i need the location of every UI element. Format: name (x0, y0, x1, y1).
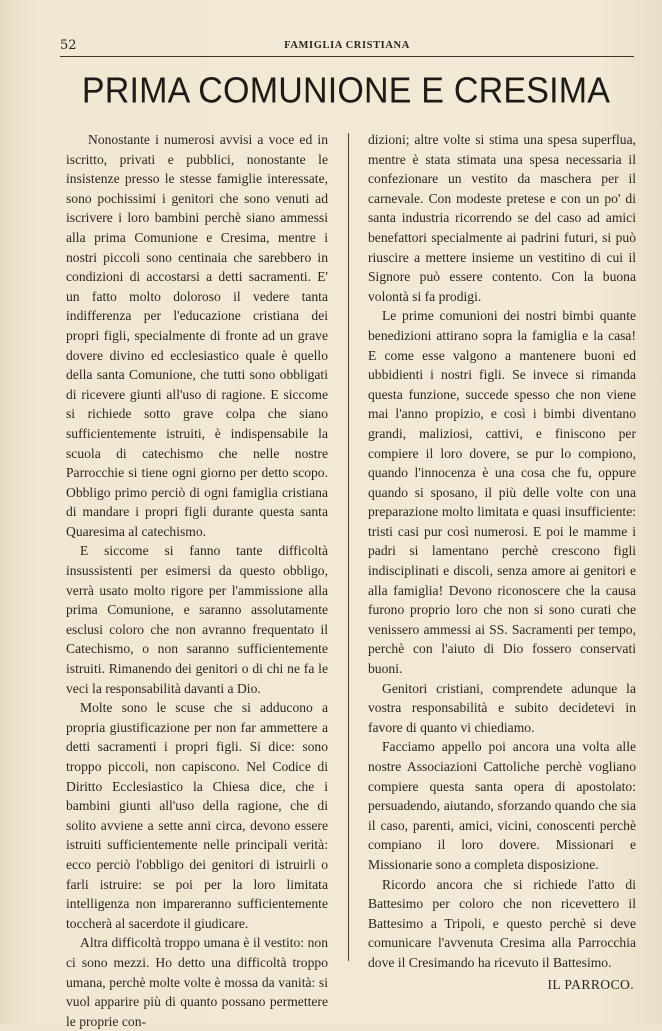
paragraph: Le prime comunioni dei nostri bimbi quante benedizioni attirano sopra la famiglia e la casa! E come esse valgono a mantenere buoni ed ubbidienti i nostri figli. Se invece si rimanda questa funzione, succede spesso che non viene mai l'anno propizio, e così i bimbi diventano grandi, maliziosi, cattivi, e finiscono per compiere il loro dovere, se pur lo compiono, quando l'innocenza è una cosa che fu, oppure quando si sposano, il più delle volte con una preparazione molto limitata e quasi insufficiente: tristi casi pur così numerosi. E poi le mamme i padri si lamentano perchè crescono figli indisciplinati e discoli, senza amore ai genitori e alla famiglia! Devono riconoscere che la causa furono proprio loro che non si sono curati che venissero ammessi ai SS. Sacramenti per tempo, perchè con l'aiuto di Dio fossero conservati buoni. (368, 308, 636, 677)
page-number: 52 (60, 38, 77, 53)
signature: IL PARROCO. (547, 976, 634, 992)
paragraph: Ricordo ancora che si richiede l'atto di Battesimo per coloro che non ricevettero il Battesimo a Tripoli, e questo perchè si deve comunicare l'avvenuta Cresima alla Parrocchia dove il Cresimando ha ricevuto il Battesimo. (368, 876, 636, 970)
paragraph: Genitori cristiani, comprendete adunque la vostra responsabilità e subito decidetevi in favore di quanto vi chiediamo. (368, 680, 636, 735)
article-title: PRIMA COMUNIONE E CRESIMA (81, 71, 611, 111)
paragraph: Molte sono le scuse che si adducono a propria giustificazione per non far ammettere a detti sacramenti i propri figli. Si dice: sono troppo piccoli, non capiscono. Nel Codice di Diritto Ecclesiastico la Chiesa dice, che i bambini giunti all'uso della ragione, che di solito avviene a sette anni circa, devono essere istruiti sufficientemente nelle principali verità: ecco perciò l'obbligo dei genitori di istruirli o farli istruire: se poi per la loro limitata intelligenza non impareranno sufficientemente toccherà al sacerdote il giudicare. (66, 700, 328, 931)
paragraph: E siccome si fanno tante difficoltà insussistenti per esimersi da questo obbligo, verrà usato molto rigore per l'ammissione alla prima Comunione, e saranno assolutamente esclusi coloro che non avranno frequentato il Catechismo, o non saranno sufficientemente istruiti. Rimanendo dei genitori o di chi ne fa le veci la responsabilità davanti a Dio. (66, 543, 328, 696)
paragraph: Nonostante i numerosi avvisi a voce ed in iscritto, privati e pubblici, nonostante le insistenze presso le stesse famiglie interessate, sono pochissimi i genitori che sono venuti ad iscrivere i loro bambini perchè siano ammessi alla prima Comunione e Cresima, mentre i nostri piccoli sono centinaia che sarebbero in condizioni di accostarsi a detti sacramenti. E' un fatto molto doloroso il vedere tanta indifferenza per l'educazione cristiana dei propri figli, specialmente di fronte ad un grave dovere divino ed ecclesiastico quale è quello della santa Comunione, che tutti sono obbligati di ricevere giunti all'uso di ragione. E siccome si richiede sotto grave colpa che siano sufficientemente istruiti, è indispensabile la scuola di catechismo che nelle nostre Parrocchie si tiene ogni giorno per detto scopo. Obbligo primo perciò di ogni famiglia cristiana di mandare i propri figli durante questa santa Quaresima al catechismo. (66, 132, 328, 539)
paragraph: Facciamo appello poi ancora una volta alle nostre Associazioni Cattoliche perchè vogliano compiere questa santa opera di apostolato: persuadendo, aiutando, sforzando quando che sia il caso, parenti, amici, vicini, conoscenti perchè compiano il loro dovere. Missionari e Missionarie sono a completa disposizione. (368, 739, 636, 872)
paragraph: dizioni; altre volte si stima una spesa superflua, mentre è stata stimata una spesa necessaria il confezionare un vestito da maschera per il carnevale. Con modeste pretese e con un po' di santa industria ricorrendo se del caso ad amici benefattori specialmente ai padrini futuri, si può riuscire a mettere insieme un vestitino di cui il Signore può essere contento. Con la buona volontà si fa prodigi. (368, 132, 636, 304)
left-column (66, 130, 328, 1031)
right-column (368, 130, 636, 994)
paragraph: Altra difficoltà troppo umana è il vestito: non ci sono mezzi. Ho detto una difficoltà troppo umana, perchè molte volte è mossa da vanità: si vuol apparire più di quanto possano permettere le proprie con- (66, 935, 328, 1029)
running-head: FAMIGLIA CRISTIANA (284, 40, 410, 51)
column-divider (348, 133, 349, 961)
page-header (60, 36, 634, 57)
